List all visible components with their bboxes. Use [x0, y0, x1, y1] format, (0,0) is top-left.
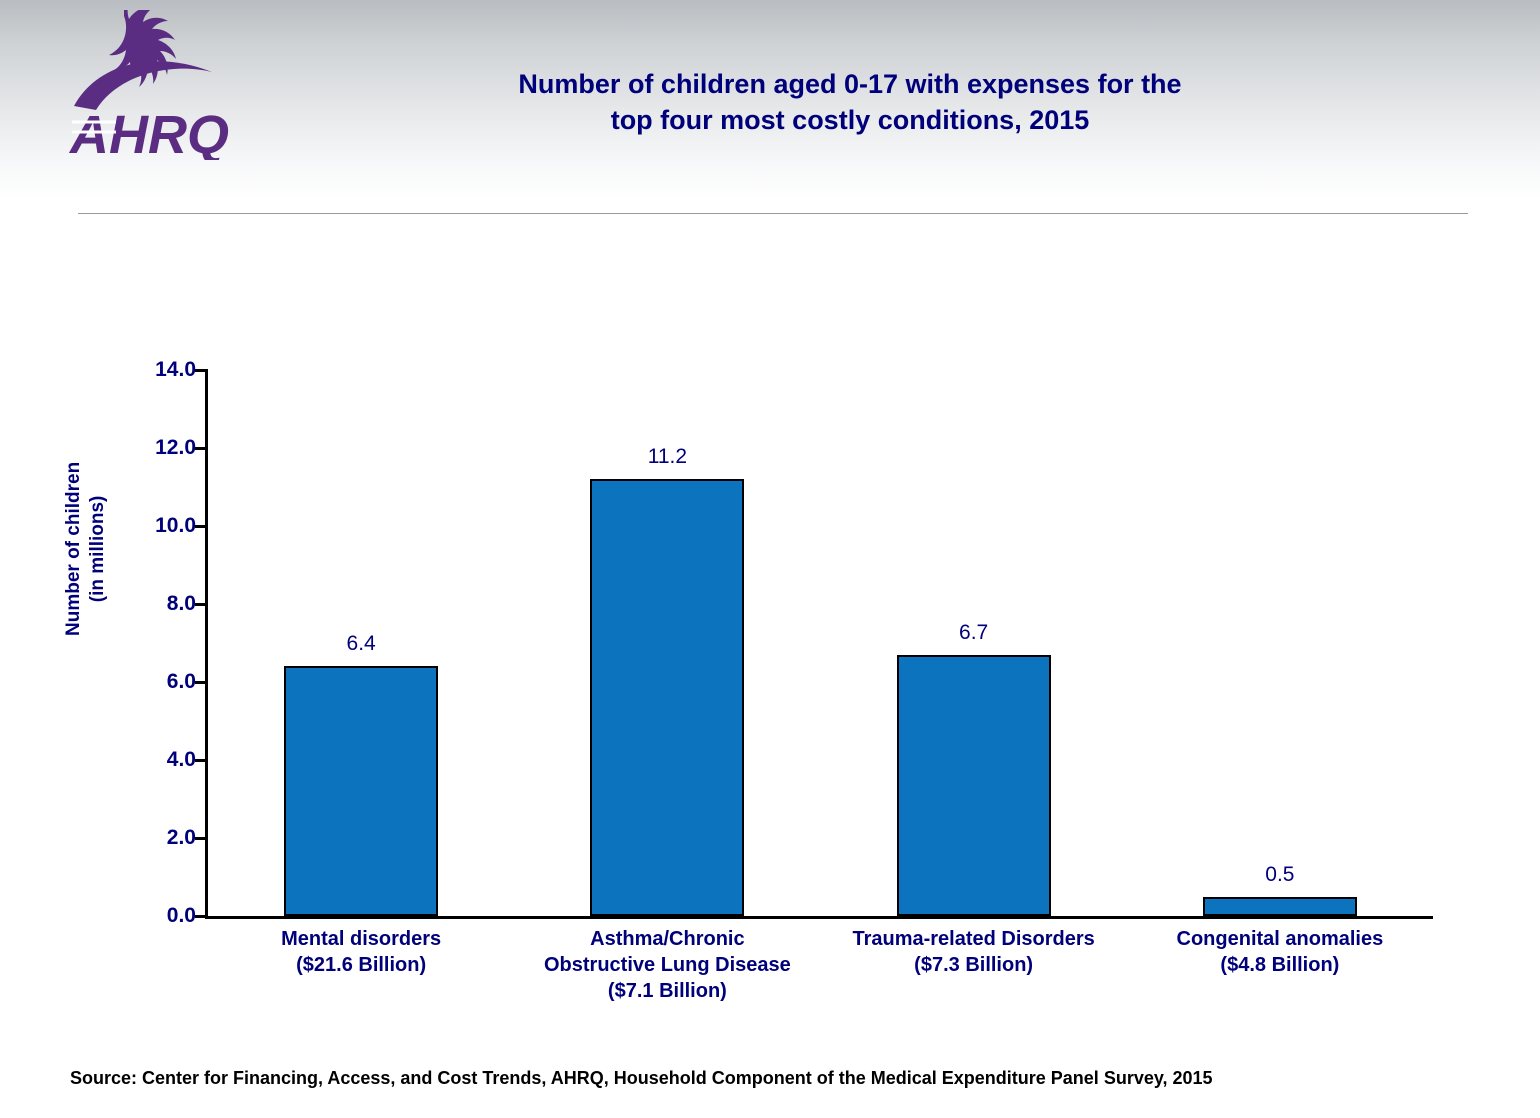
y-axis-tick — [195, 681, 208, 684]
y-axis-tick — [195, 603, 208, 606]
y-axis-tick — [195, 915, 208, 918]
x-axis-category-line: ($7.3 Billion) — [914, 954, 1034, 976]
y-axis-tick — [195, 525, 208, 528]
page-title — [330, 66, 1370, 139]
bar-slot — [208, 370, 514, 916]
ahrq-logo — [60, 10, 250, 160]
y-axis-tick — [195, 837, 208, 840]
y-axis-tick-label: 4.0 — [166, 748, 196, 771]
bar-slot — [514, 370, 820, 916]
y-axis-title-line2: (in millions) — [86, 495, 108, 603]
x-axis-category-label — [514, 926, 820, 1004]
bar-chart — [0, 236, 1540, 1036]
bar-series — [208, 370, 1433, 916]
bar-value-label: 0.5 — [1265, 862, 1295, 886]
x-axis-category-line: Asthma/Chronic — [590, 928, 745, 950]
page-title-line2: top four most costly conditions, 2015 — [610, 105, 1090, 136]
plot-area — [155, 358, 1433, 1002]
header-divider — [78, 213, 1468, 214]
x-axis-category-line: ($21.6 Billion) — [296, 954, 427, 976]
bar[interactable] — [897, 655, 1051, 916]
y-axis-tick — [195, 759, 208, 762]
x-axis-category-line: Trauma-related Disorders — [852, 928, 1095, 950]
y-axis-title — [62, 462, 110, 636]
x-axis-category-label — [821, 926, 1127, 978]
svg-text:AHRQ: AHRQ — [70, 105, 229, 160]
bar-value-label: 11.2 — [647, 445, 688, 469]
page-title-line1: Number of children aged 0-17 with expenses for the — [518, 69, 1182, 99]
x-axis-category-line: Obstructive Lung Disease — [544, 954, 791, 976]
y-axis-tick-label: 2.0 — [166, 826, 196, 849]
x-axis-category-line: ($7.1 Billion) — [607, 980, 727, 1002]
y-axis-tick-label: 10.0 — [155, 514, 196, 537]
x-axis-category-label — [1127, 926, 1433, 978]
x-axis-category-line: Congenital anomalies — [1176, 928, 1384, 950]
page-header — [0, 0, 1540, 200]
y-axis-tick-label: 0.0 — [166, 904, 196, 927]
bar-slot — [1127, 370, 1433, 916]
y-axis-tick-label: 8.0 — [166, 592, 196, 615]
y-axis-tick-label: 12.0 — [155, 436, 196, 459]
source-note: Source: Center for Financing, Access, and Cost Trends, AHRQ, Household Component of the Medical Expenditure Panel Survey, 2015 — [70, 1068, 1213, 1088]
x-axis-category-label — [208, 926, 514, 978]
y-axis-tick — [195, 369, 208, 372]
x-axis-category-line: ($4.8 Billion) — [1220, 954, 1340, 976]
y-axis-tick-label: 14.0 — [155, 358, 196, 381]
bar[interactable] — [284, 666, 438, 916]
y-axis-tick-label: 6.0 — [166, 670, 196, 693]
bar-value-label: 6.7 — [959, 620, 989, 644]
bar[interactable] — [590, 479, 744, 916]
bar[interactable] — [1203, 897, 1357, 917]
x-axis-category-line: Mental disorders — [281, 928, 442, 950]
bar-value-label: 6.4 — [346, 632, 376, 656]
bar-slot — [821, 370, 1127, 916]
y-axis-title-line1: Number of children — [63, 461, 84, 636]
y-axis-tick — [195, 447, 208, 450]
